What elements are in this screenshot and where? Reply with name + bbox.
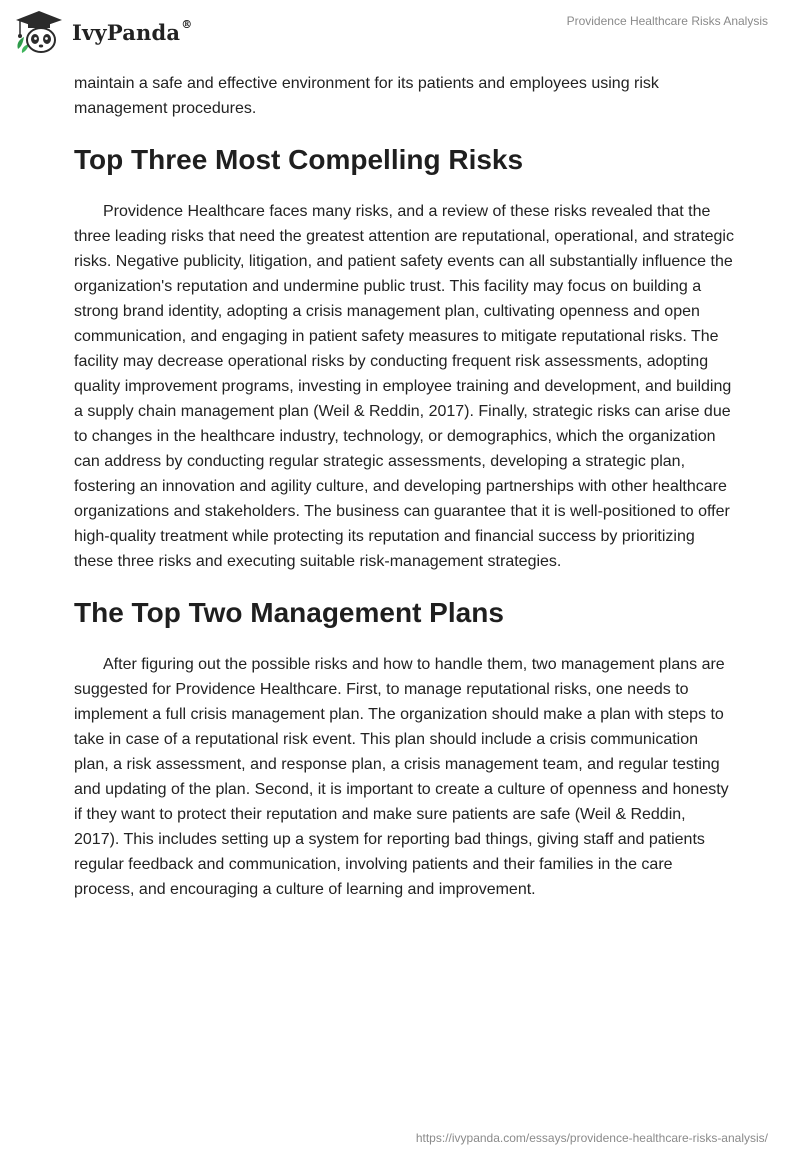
ivypanda-logo[interactable] bbox=[14, 9, 192, 55]
section-heading-plans: The Top Two Management Plans bbox=[74, 597, 504, 628]
panda-graduate-icon bbox=[14, 9, 64, 55]
intro-paragraph-fragment: maintain a safe and effective environment for its patients and employees using risk management procedures. bbox=[74, 75, 659, 117]
registered-mark: ® bbox=[181, 17, 193, 31]
source-url[interactable]: https://ivypanda.com/essays/providence-healthcare-risks-analysis/ bbox=[415, 1131, 768, 1145]
brand-label: IvyPanda bbox=[72, 19, 181, 45]
brand-name bbox=[72, 17, 193, 45]
document-title: Providence Healthcare Risks Analysis bbox=[566, 14, 768, 28]
essay-content bbox=[74, 71, 734, 902]
section-heading-risks: Top Three Most Compelling Risks bbox=[74, 144, 524, 175]
page-header bbox=[0, 0, 800, 70]
risks-paragraph: Providence Healthcare faces many risks, and a review of these risks revealed that the three leading risks that need the greatest attention are reputational, operational, and strategic risks. Negative publicity, litigation, and patient safety events can all substantially influence the organization's reputation and undermine public trust. This facility may focus on building a strong brand identity, adopting a crisis management plan, cultivating openness and open communication, and engaging in patient safety measures to mitigate reputational risks. The facility may decrease operational risks by conducting frequent risk assessments, adopting quality improvement programs, investing in employee training and development, and building a supply chain management plan (Weil & Reddin, 2017). Finally, strategic risks can arise due to changes in the healthcare industry, technology, or demographics, which the organization can address by conducting regular strategic assessments, developing a strategic plan, fostering an innovation and agility culture, and developing partnerships with other healthcare organizations and stakeholders. The business can guarantee that it is well-positioned to offer high-quality treatment while protecting its reputation and financial success by prioritizing these three risks and executing suitable risk-management strategies. bbox=[74, 203, 734, 570]
plans-paragraph: After figuring out the possible risks and how to handle them, two management plans are suggested for Providence Healthcare. First, to manage reputational risks, one needs to implement a full crisis management plan. The organization should make a plan with steps to take in case of a reputational risk event. This plan should include a crisis communication plan, a risk assessment, and response plan, a crisis management team, and regular testing and updating of the plan. Second, it is important to create a culture of openness and honesty if they want to protect their reputation and make sure patients are safe (Weil & Reddin, 2017). This includes setting up a system for reporting bad things, giving staff and patients regular feedback and communication, involving patients and their families in the care process, and encouraging a culture of learning and improvement. bbox=[74, 656, 729, 898]
